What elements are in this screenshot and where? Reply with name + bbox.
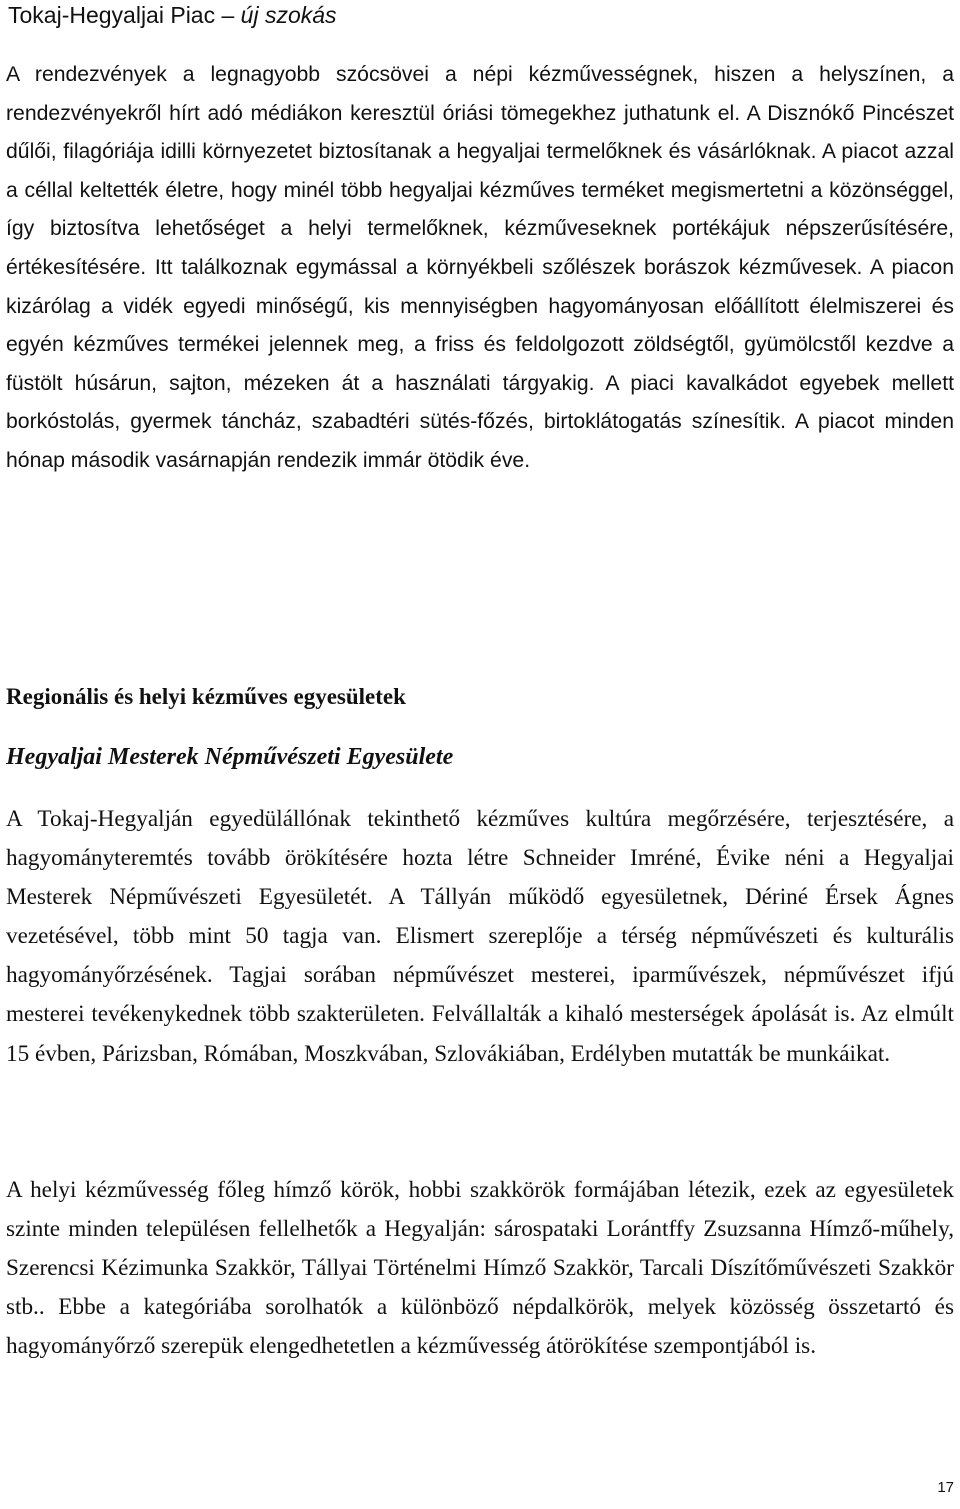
page-heading-separator: – (215, 2, 241, 28)
local-crafts-paragraph: A helyi kézművesség főleg hímző körök, hobbi szakkörök formájában létezik, ezek az egyesületek szinte minden településen fellelhetők a Hegyalján: sárospataki Lorántffy Zsuzsanna Hímző-műhely, Szerencsi Kézimunka Szakkör, Tállyai Történelmi Hímző Szakkör, Tarcali Díszítőművészeti Szakkör stb.. Ebbe a kategóriába sorolhatók a különböző népdalkörök, melyek közösség összetartó és hagyományőrző szerepük elengedhetetlen a kézművesség átörökítése szempontjából is. (6, 1177, 954, 1360)
page-heading-title: Tokaj-Hegyaljai Piac (8, 2, 216, 28)
page-heading-subtitle: új szokás (240, 2, 337, 28)
association-paragraph: A Tokaj-Hegyalján egyedülállónak tekinthető kézműves kultúra megőrzésére, terjesztésére, a hagyományteremtés tovább örökítésére hozta létre Schneider Imréné, Évike néni a Hegyaljai Mesterek Népművészeti Egyesületét. A Tállyán működő egyesületnek, Dériné Érsek Ágnes vezetésével, több mint 50 tagja van. Elismert szereplője a térség népművészeti és kulturális hagyományőrzésének. Tagjai sorában népművészet mesterei, iparművészek, népművészet ifjú mesterei tevékenykednek több szakterületen. Felvállalták a kihaló mesterségek ápolását is. Az elmúlt 15 évben, Párizsban, Rómában, Moszkvában, Szlovákiában, Erdélyben mutatták be munkáikat. (6, 806, 954, 1067)
section-title: Regionális és helyi kézműves egyesületek (6, 684, 406, 709)
page-heading (8, 0, 948, 30)
section-subtitle: Hegyaljai Mesterek Népművészeti Egyesülete (6, 744, 454, 770)
page-number: 17 (937, 1479, 954, 1496)
intro-paragraph: A rendezvények a legnagyobb szócsövei a népi kézművességnek, hiszen a helyszínen, a rendezvényekről hírt adó médiákon keresztül óriási tömegekhez juthatunk el. A Disznókő Pincészet dűlői, filagóriája idilli környezetet biztosítanak a hegyaljai termelőknek és vásárlóknak. A piacot azzal a céllal keltették életre, hogy minél több hegyaljai kézműves terméket megismertetni a közönséggel, így biztosítva lehetőséget a helyi termelőknek, kézműveseknek portékájuk népszerűsítésére, értékesítésére. Itt találkoznak egymással a környékbeli szőlészek borászok kézművesek. A piacon kizárólag a vidék egyedi minőségű, kis mennyiségben hagyományosan előállított élelmiszerei és egyén kézműves termékei jelennek meg, a friss és feldolgozott zöldségtől, gyümölcstől kezdve a füstölt húsárun, sajton, mézeken át a használati tárgyakig. A piaci kavalkádot egyebek mellett borkóstolás, gyermek táncház, szabadtéri sütés-főzés, birtoklátogatás színesítik. A piacot minden hónap második vasárnapján rendezik immár ötödik éve. (6, 63, 954, 472)
